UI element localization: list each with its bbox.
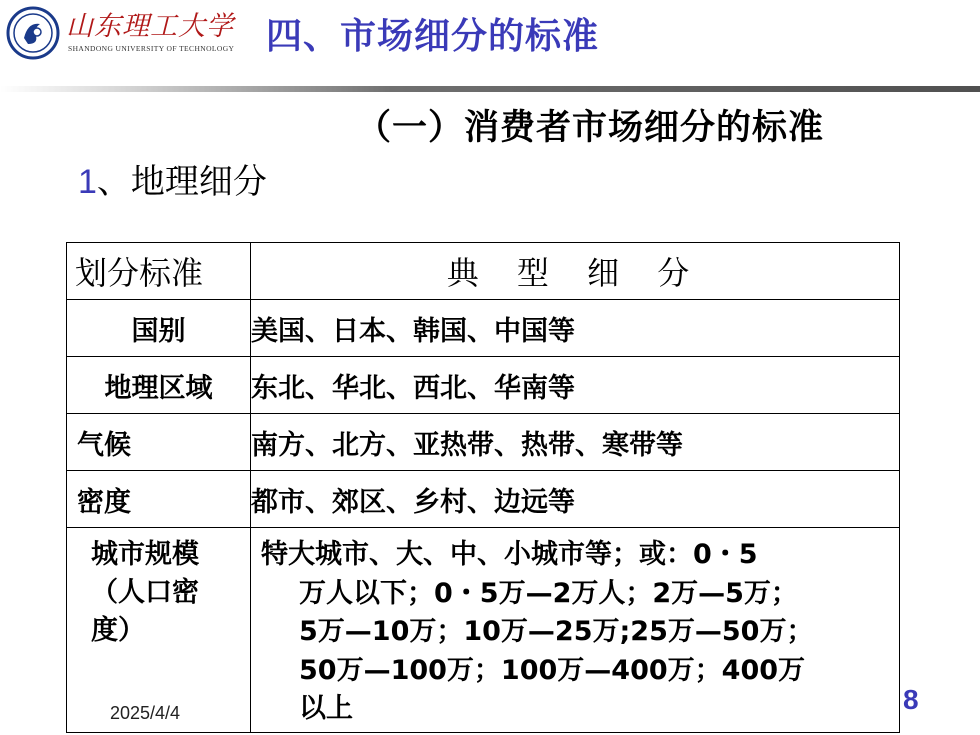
table-row <box>67 414 900 471</box>
table-row <box>67 357 900 414</box>
slide-date: 2025/4/4 <box>110 703 181 723</box>
segments-cell: 美国、日本、韩国、中国等 <box>251 300 900 357</box>
criterion-line: （人口密 <box>91 577 199 608</box>
criterion-cell: 气候 <box>67 414 251 471</box>
criterion-cell: 地理区域 <box>67 357 251 414</box>
header-divider <box>0 86 980 92</box>
table-row <box>67 300 900 357</box>
slide-subtitle: （一）消费者市场细分的标准 <box>356 108 825 148</box>
segments-line: 万人以下；0・5万—2万人；2万—5万； <box>299 577 798 609</box>
segments-cell <box>251 528 900 733</box>
criterion-line: 城市规模 <box>91 539 199 570</box>
segments-line: 特大城市、大、中、小城市等；或：0・5 <box>261 539 758 570</box>
page-number: 8 <box>903 684 919 715</box>
segmentation-table <box>66 242 900 733</box>
segments-line: 5万—10万；10万—25万;25万—50万； <box>299 616 814 647</box>
segments-cell: 南方、北方、亚热带、热带、寒带等 <box>251 414 900 471</box>
table-row <box>67 471 900 528</box>
segments-line: 50万—100万；100万—400万；400万 <box>299 654 806 686</box>
slide-header <box>0 0 980 92</box>
logo-english-name: SHANDONG UNIVERSITY OF TECHNOLOGY <box>68 44 235 53</box>
section-label: 、地理细分 <box>96 162 267 202</box>
section-heading <box>78 154 267 203</box>
segments-cell: 都市、郊区、乡村、边远等 <box>251 471 900 528</box>
university-seal-icon <box>6 6 60 60</box>
criterion-cell: 密度 <box>67 471 251 528</box>
header-criterion: 划分标准 <box>67 243 251 300</box>
university-logo <box>66 4 248 56</box>
criterion-cell: 国别 <box>67 300 251 357</box>
section-number: 1 <box>78 163 97 201</box>
logo-chinese-name: 山东理工大学 <box>66 11 234 42</box>
criterion-cell <box>67 528 251 733</box>
header-typical-segments: 典 型 细 分 <box>251 243 900 300</box>
table-row <box>67 528 900 733</box>
slide-title: 四、市场细分的标准 <box>266 16 600 57</box>
segments-cell: 东北、华北、西北、华南等 <box>251 357 900 414</box>
criterion-line: 度） <box>91 615 145 646</box>
table-header-row <box>67 243 900 300</box>
segments-line: 以上 <box>299 693 353 724</box>
